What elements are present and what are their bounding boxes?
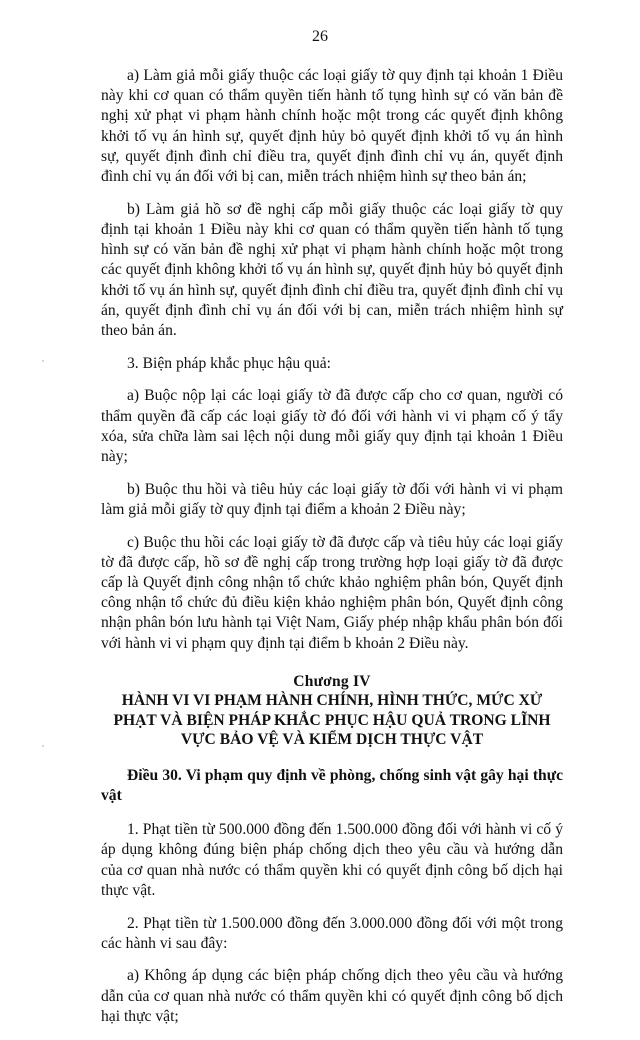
scan-speck — [42, 360, 44, 362]
paragraph-clause-2a: a) Làm giả mỗi giấy thuộc các loại giấy tờ quy định tại khoản 1 Điều này khi cơ quan có thẩm quyền tiến hành tố tụng hình sự có văn bản đề nghị xử phạt vi phạm hành chính hoặc một trong các quyết định không khởi tố vụ án hình sự, quyết định hủy bỏ quyết định khởi tố vụ án hình sự, quyết định đình chỉ điều tra, quyết định đình chỉ vụ án, quyết định đình chỉ vụ án đối với bị can, miễn trách nhiệm hình sự theo bản án; — [101, 67, 563, 186]
paragraph-clause-2b: b) Làm giả hồ sơ đề nghị cấp mỗi giấy thuộc các loại giấy tờ quy định tại khoản 1 Điều này khi cơ quan có thẩm quyền tiến hành tố tụng hình sự có văn bản đề nghị xử phạt vi phạm hành chính hoặc một trong các quyết định không khởi tố vụ án hình sự, quyết định hủy bỏ quyết định khởi tố vụ án hình sự, quyết định đình chỉ điều tra, quyết định đình chỉ vụ án, quyết định đình chỉ vụ án đối với bị can, miễn trách nhiệm hình sự theo bản án. — [101, 200, 563, 339]
paragraph-remedial-measures-heading: 3. Biện pháp khắc phục hậu quả: — [127, 354, 331, 372]
chapter-title: HÀNH VI VI PHẠM HÀNH CHÍNH, HÌNH THỨC, MỨC XỬ PHẠT VÀ BIỆN PHÁP KHẮC PHỤC HẬU QUẢ TRONG LĨNH VỰC BẢO VỆ VÀ KIỂM DỊCH THỰC VẬT — [113, 692, 551, 749]
article-title: Điều 30. Vi phạm quy định về phòng, chống sinh vật gây hại thực vật — [101, 766, 563, 804]
paragraph-article-30-clause-2a: a) Không áp dụng các biện pháp chống dịch theo yêu cầu và hướng dẫn của cơ quan nhà nước có thẩm quyền khi có quyết định công bố dịch hại thực vật; — [101, 967, 563, 1025]
paragraph-remedial-3a: a) Buộc nộp lại các loại giấy tờ đã được cấp cho cơ quan, người có thẩm quyền đã cấp các loại giấy tờ đó đối với hành vi vi phạm cố ý tẩy xóa, sửa chữa làm sai lệch nội dung mỗi giấy quy định tại khoản 1 Điều này; — [101, 387, 563, 465]
paragraph-remedial-3c: c) Buộc thu hồi các loại giấy tờ đã được cấp và tiêu hủy các loại giấy tờ đã được cấp, hồ sơ đề nghị cấp trong trường hợp loại giấy tờ đã được cấp là Quyết định công nhận tổ chức khảo nghiệm phân bón, Quyết định công nhận tổ chức đủ điều kiện khảo nghiệm phân bón, Quyết định công nhận phân bón lưu hành tại Việt Nam, Giấy phép nhập khẩu phân bón đối với hành vi vi phạm quy định tại điểm b khoản 2 Điều này. — [101, 533, 563, 652]
document-body — [101, 66, 563, 1040]
paragraph-article-30-clause-1: 1. Phạt tiền từ 500.000 đồng đến 1.500.000 đồng đối với hành vi cố ý áp dụng không đúng biện pháp chống dịch theo yêu cầu và hướng dẫn của cơ quan nhà nước có thẩm quyền khi có quyết định công bố dịch hại thực vật. — [101, 821, 563, 899]
scan-speck — [42, 745, 44, 747]
paragraph-article-30-clause-2: 2. Phạt tiền từ 1.500.000 đồng đến 3.000.000 đồng đối với một trong các hành vi sau đây: — [101, 914, 563, 952]
chapter-label: Chương IV — [293, 672, 371, 690]
paragraph-remedial-3b: b) Buộc thu hồi và tiêu hủy các loại giấy tờ đối với hành vi vi phạm làm giả mỗi giấy tờ quy định tại điểm a khoản 2 Điều này; — [101, 480, 563, 518]
page-number: 26 — [312, 28, 328, 45]
